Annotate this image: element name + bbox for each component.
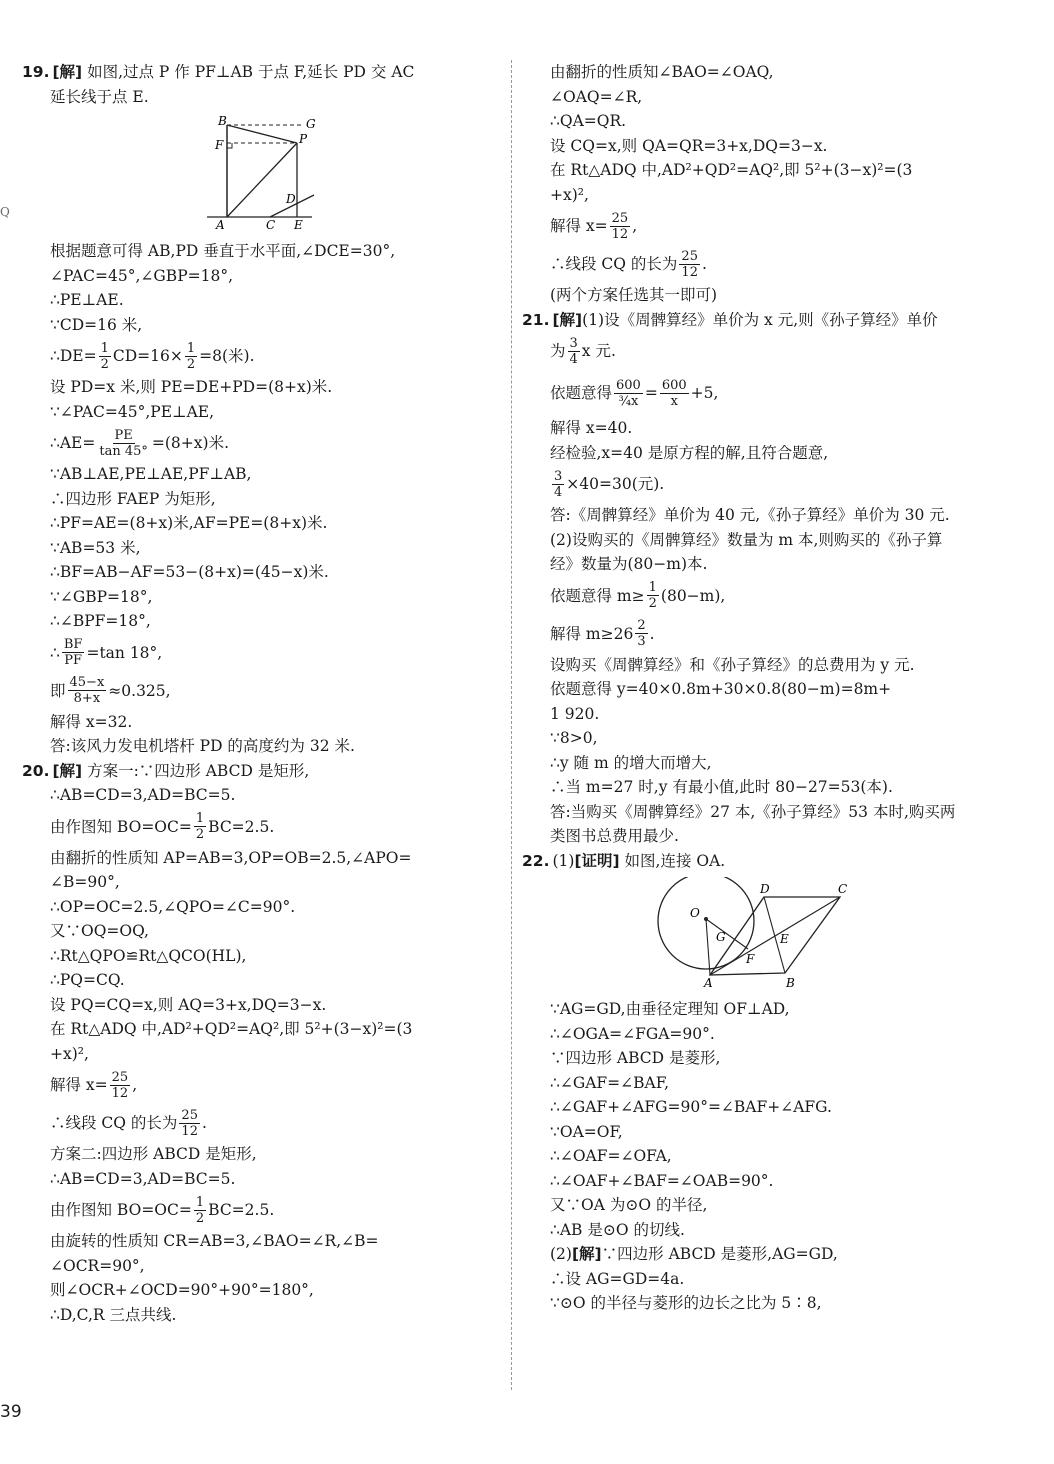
text: +5, bbox=[690, 384, 719, 402]
denominator: PF bbox=[64, 653, 83, 668]
text: ∴DE= bbox=[50, 347, 97, 365]
fraction bbox=[185, 341, 197, 372]
formula-line bbox=[522, 577, 1002, 615]
text-line: 又∵OQ=OQ, bbox=[50, 922, 149, 940]
text-line: ∠OCR=90°, bbox=[50, 1256, 145, 1275]
text-line: ∵四边形 ABCD 是菱形, bbox=[550, 1049, 721, 1067]
text-line: ∵∠PAC=45°,PE⊥AE, bbox=[50, 402, 215, 421]
numerator: BF bbox=[63, 637, 83, 652]
numerator: 3 bbox=[569, 335, 578, 351]
text: 依题意得 m≥ bbox=[550, 586, 645, 605]
fraction bbox=[99, 341, 111, 372]
text-line: ∴D,C,R 三点共线. bbox=[50, 1305, 177, 1324]
text: (1)设《周髀算经》单价为 x 元,则《孙子算经》单价 bbox=[582, 310, 938, 329]
denominator: 4 bbox=[554, 484, 563, 500]
question-number: 20. bbox=[22, 761, 50, 780]
denominator: x bbox=[670, 393, 678, 409]
solution-tag: [解] bbox=[552, 310, 583, 329]
denominator: 2 bbox=[186, 356, 196, 372]
text: CD=16× bbox=[112, 347, 183, 365]
label-o: O bbox=[690, 906, 700, 920]
text-line: ∴PQ=CQ. bbox=[50, 971, 125, 989]
text: 如图,连接 OA. bbox=[624, 851, 726, 870]
figure-19 bbox=[22, 113, 500, 235]
fraction bbox=[614, 378, 643, 409]
text-line: ∴AB=CD=3,AD=BC=5. bbox=[50, 786, 236, 804]
formula-line bbox=[522, 370, 1002, 416]
text: =(8+x)米. bbox=[151, 434, 229, 452]
text-line: 根据题意可得 AB,PD 垂直于水平面,∠DCE=30°, bbox=[50, 242, 396, 260]
denominator: 12 bbox=[111, 1085, 129, 1101]
text: BC=2.5. bbox=[208, 1201, 275, 1219]
formula-line bbox=[22, 1104, 500, 1142]
left-column bbox=[22, 60, 500, 1327]
text: . bbox=[701, 255, 707, 273]
text-line: ∠PAC=45°,∠GBP=18°, bbox=[50, 266, 234, 285]
margin-mark: Q bbox=[0, 205, 10, 219]
denominator: 8+x bbox=[73, 691, 101, 706]
fraction bbox=[635, 618, 647, 649]
text-line: 经》数量为(80−m)本. bbox=[550, 555, 708, 573]
numerator: 45−x bbox=[69, 675, 105, 690]
text: 即 bbox=[50, 681, 66, 700]
numerator: 1 bbox=[186, 340, 196, 356]
text-line: 又∵OA 为⊙O 的半径, bbox=[550, 1196, 708, 1214]
text-line: ∴PE⊥AE. bbox=[50, 291, 124, 309]
text: ×40=30(元). bbox=[566, 475, 665, 493]
text: 方案一:∵四边形 ABCD 是矩形, bbox=[87, 761, 310, 780]
text: BC=2.5. bbox=[208, 817, 275, 836]
text-line: 方案二:四边形 ABCD 是矩形, bbox=[50, 1145, 257, 1163]
solution-tag: [解] bbox=[52, 63, 83, 81]
text: . bbox=[649, 624, 655, 643]
text: (1) bbox=[552, 851, 575, 870]
text: . bbox=[201, 1114, 207, 1132]
numerator: 25 bbox=[111, 1069, 129, 1085]
label-b: B bbox=[218, 114, 227, 128]
formula-line bbox=[22, 634, 500, 672]
text-line: 答:该风力发电机塔杆 PD 的高度约为 32 米. bbox=[50, 737, 355, 755]
text: (80−m), bbox=[660, 586, 726, 605]
text: x 元. bbox=[581, 342, 616, 360]
text-line: 由翻折的性质知 AP=AB=3,OP=OB=2.5,∠APO= bbox=[50, 848, 412, 867]
figure-22 bbox=[522, 877, 1002, 993]
solution-tag: [解] bbox=[52, 761, 83, 780]
radius-oa bbox=[706, 919, 710, 975]
denominator: 2 bbox=[195, 827, 205, 842]
fraction bbox=[610, 211, 631, 242]
denominator: 2 bbox=[648, 596, 657, 611]
text: 解得 m≥26 bbox=[550, 624, 634, 643]
numerator: PE bbox=[114, 427, 133, 443]
denominator: 12 bbox=[611, 226, 629, 242]
label-c: C bbox=[266, 218, 276, 231]
label-d: D bbox=[286, 192, 296, 206]
formula-line bbox=[522, 332, 1002, 370]
formula-line bbox=[22, 672, 500, 710]
label-a: A bbox=[704, 976, 713, 989]
formula-line bbox=[522, 465, 1002, 503]
formula-line bbox=[22, 424, 500, 462]
text-line: ∴当 m=27 时,y 有最小值,此时 80−27=53(本). bbox=[550, 778, 893, 796]
text-line: ∵∠GBP=18°, bbox=[50, 587, 153, 606]
label-d: D bbox=[760, 882, 770, 896]
numerator: 1 bbox=[648, 580, 657, 595]
text-line: ∴∠GAF=∠BAF, bbox=[550, 1073, 670, 1092]
text: ≈0.325, bbox=[108, 681, 171, 700]
text-line: 答:《周髀算经》单价为 40 元,《孙子算经》单价为 30 元. bbox=[550, 506, 950, 524]
text-line: 经检验,x=40 是原方程的解,且符合题意, bbox=[550, 443, 829, 462]
text: ∴线段 CQ 的长为 bbox=[50, 1114, 178, 1132]
denominator: 12 bbox=[681, 264, 698, 280]
label-f: F bbox=[746, 952, 755, 966]
text-line: ∴AB=CD=3,AD=BC=5. bbox=[50, 1169, 236, 1188]
formula-line bbox=[22, 808, 500, 846]
denominator: 2 bbox=[100, 356, 109, 372]
text-line: 在 Rt△ADQ 中,AD²+QD²=AQ²,即 5²+(3−x)²=(3 bbox=[50, 1020, 413, 1038]
text-line: 由翻折的性质知∠BAO=∠OAQ, bbox=[550, 63, 774, 81]
numerator: 25 bbox=[611, 210, 629, 226]
text-line: ∵CD=16 米, bbox=[50, 315, 143, 334]
solution-tag: [解] bbox=[571, 1245, 602, 1263]
text: = bbox=[644, 384, 658, 402]
text-line: ∴BF=AB−AF=53−(8+x)=(45−x)米. bbox=[50, 563, 329, 581]
text: =tan 18°, bbox=[86, 643, 163, 662]
text-line: 由旋转的性质知 CR=AB=3,∠BAO=∠R,∠B= bbox=[50, 1232, 379, 1250]
text-line: ∴∠OAF+∠BAF=∠OAB=90°. bbox=[550, 1171, 774, 1190]
text-line: ∵AG=GD,由垂径定理知 OF⊥AD, bbox=[550, 1000, 790, 1018]
denominator: 3 bbox=[637, 634, 646, 649]
text-line: ∴四边形 FAEP 为矩形, bbox=[50, 489, 216, 508]
text-line: 答:当购买《周髀算经》27 本,《孙子算经》53 本时,购买两 bbox=[550, 802, 956, 821]
formula-line bbox=[22, 1191, 500, 1229]
denominator: ¾x bbox=[618, 393, 639, 409]
text-line: 1 920. bbox=[550, 704, 600, 723]
question-number: 21. bbox=[522, 310, 550, 329]
text-line: 解得 x=40. bbox=[550, 419, 633, 437]
label-g: G bbox=[716, 930, 726, 944]
text: 依题意得 bbox=[550, 384, 613, 402]
text-line: 设 PQ=CQ=x,则 AQ=3+x,DQ=3−x. bbox=[50, 995, 327, 1014]
numerator: 600 bbox=[616, 377, 641, 393]
text: 由作图知 BO=OC= bbox=[50, 1201, 192, 1219]
text-line: 设购买《周髀算经》和《孙子算经》的总费用为 y 元. bbox=[550, 655, 915, 674]
text-line: ∴PF=AE=(8+x)米,AF=PE=(8+x)米. bbox=[50, 514, 328, 532]
denominator: 4 bbox=[569, 351, 578, 367]
label-b: B bbox=[786, 976, 795, 989]
text: ∴线段 CQ 的长为 bbox=[550, 255, 678, 273]
text: 由作图知 BO=OC= bbox=[50, 817, 192, 836]
numerator: 25 bbox=[681, 248, 698, 264]
text-line: ∵8>0, bbox=[550, 729, 598, 747]
formula-line bbox=[22, 1066, 500, 1104]
line-of bbox=[706, 919, 748, 949]
fraction bbox=[97, 428, 150, 459]
q22-line bbox=[522, 849, 1002, 874]
formula-line bbox=[22, 337, 500, 375]
text-line: ∴∠BPF=18°, bbox=[50, 612, 151, 630]
text-line: +x)², bbox=[50, 1044, 89, 1063]
page-number: 39 bbox=[0, 1402, 22, 1422]
fraction bbox=[194, 811, 206, 842]
text-line: ∵AB⊥AE,PE⊥AE,PF⊥AB, bbox=[50, 465, 252, 483]
fraction bbox=[552, 469, 564, 500]
numerator: 3 bbox=[554, 468, 563, 484]
formula-line bbox=[522, 207, 1002, 245]
fraction bbox=[568, 336, 580, 367]
fraction bbox=[647, 580, 659, 611]
text-line: ∴设 AG=GD=4a. bbox=[550, 1269, 685, 1288]
q21-line bbox=[522, 308, 1002, 333]
question-number: 19. bbox=[22, 63, 50, 81]
text-line: ∴QA=QR. bbox=[550, 112, 627, 130]
fraction bbox=[62, 637, 85, 668]
label-g: G bbox=[306, 117, 316, 131]
fraction bbox=[68, 675, 107, 706]
q19-line bbox=[22, 60, 500, 85]
text-line: 在 Rt△ADQ 中,AD²+QD²=AQ²,即 5²+(3−x)²=(3 bbox=[550, 161, 913, 179]
text: , bbox=[632, 217, 638, 235]
text-line: ∠OAQ=∠R, bbox=[550, 87, 643, 106]
text-line: ∴∠OAF=∠OFA, bbox=[550, 1147, 672, 1165]
fraction bbox=[110, 1070, 131, 1101]
text-line: ∴Rt△QPO≌Rt△QCO(HL), bbox=[50, 946, 247, 965]
formula-line bbox=[522, 245, 1002, 283]
text-line: ∵OA=OF, bbox=[550, 1122, 623, 1141]
text-line: ∴∠GAF+∠AFG=90°=∠BAF+∠AFG. bbox=[550, 1098, 832, 1116]
text-line: ∴∠OGA=∠FGA=90°. bbox=[550, 1024, 715, 1043]
text-line: ∴y 随 m 的增大而增大, bbox=[550, 753, 712, 772]
label-a: A bbox=[216, 218, 225, 231]
text-line: ∵AB=53 米, bbox=[50, 538, 141, 557]
q20-line bbox=[22, 759, 500, 784]
question-number: 22. bbox=[522, 851, 550, 870]
text: 解得 x= bbox=[550, 217, 608, 235]
text-line: ∠B=90°, bbox=[50, 873, 120, 891]
text: 解得 x= bbox=[50, 1076, 108, 1094]
line-bp bbox=[227, 125, 297, 143]
text: ∴ bbox=[50, 643, 60, 662]
label-e: E bbox=[294, 218, 303, 231]
text-line: (两个方案任选其一即可) bbox=[550, 286, 718, 304]
column-divider bbox=[511, 60, 512, 1390]
text: 为 bbox=[550, 342, 566, 360]
fraction bbox=[194, 1195, 206, 1226]
formula-line bbox=[522, 615, 1002, 653]
fraction bbox=[660, 378, 689, 409]
text-line: 设 PD=x 米,则 PE=DE+PD=(8+x)米. bbox=[50, 378, 333, 396]
text: ∴AE= bbox=[50, 434, 96, 452]
numerator: 25 bbox=[181, 1107, 198, 1123]
label-f: F bbox=[215, 138, 224, 152]
text: =8(米). bbox=[199, 347, 255, 365]
denominator: 12 bbox=[181, 1123, 198, 1139]
right-column bbox=[522, 60, 1002, 1316]
fraction bbox=[179, 1108, 200, 1139]
text: 如图,过点 P 作 PF⊥AB 于点 F,延长 PD 交 AC bbox=[87, 63, 415, 81]
text-line: (2)设购买的《周髀算经》数量为 m 本,则购买的《孙子算 bbox=[550, 530, 943, 549]
text: , bbox=[132, 1076, 138, 1094]
numerator: 2 bbox=[637, 618, 646, 633]
center-dot bbox=[704, 917, 708, 921]
text: (2) bbox=[550, 1245, 572, 1263]
text-line: 类图书总费用最少. bbox=[550, 827, 679, 845]
text-line: 设 CQ=x,则 QA=QR=3+x,DQ=3−x. bbox=[550, 136, 828, 155]
proof-tag: [证明] bbox=[574, 851, 620, 870]
fraction bbox=[679, 249, 700, 280]
numerator: 1 bbox=[195, 1194, 205, 1210]
text-line: 依题意得 y=40×0.8m+30×0.8(80−m)=8m+ bbox=[550, 680, 892, 698]
numerator: 600 bbox=[661, 377, 687, 393]
text-line: ∴AB 是⊙O 的切线. bbox=[550, 1220, 685, 1239]
denominator: tan 45° bbox=[99, 443, 148, 459]
label-p: P bbox=[299, 132, 308, 146]
text-line bbox=[522, 1242, 1002, 1267]
text-line: 解得 x=32. bbox=[50, 712, 133, 731]
text-line: 则∠OCR+∠OCD=90°+90°=180°, bbox=[50, 1281, 314, 1299]
text-line: ∴OP=OC=2.5,∠QPO=∠C=90°. bbox=[50, 897, 296, 916]
numerator: 1 bbox=[195, 811, 205, 826]
label-e: E bbox=[780, 932, 789, 946]
text: ∵四边形 ABCD 是菱形,AG=GD, bbox=[601, 1245, 838, 1263]
text-line: +x)², bbox=[550, 185, 589, 204]
text-line: 延长线于点 E. bbox=[50, 87, 149, 106]
text-line: ∵⊙O 的半径与菱形的边长之比为 5∶8, bbox=[550, 1294, 822, 1312]
denominator: 2 bbox=[195, 1210, 205, 1226]
label-c: C bbox=[838, 882, 848, 896]
numerator: 1 bbox=[100, 340, 109, 356]
